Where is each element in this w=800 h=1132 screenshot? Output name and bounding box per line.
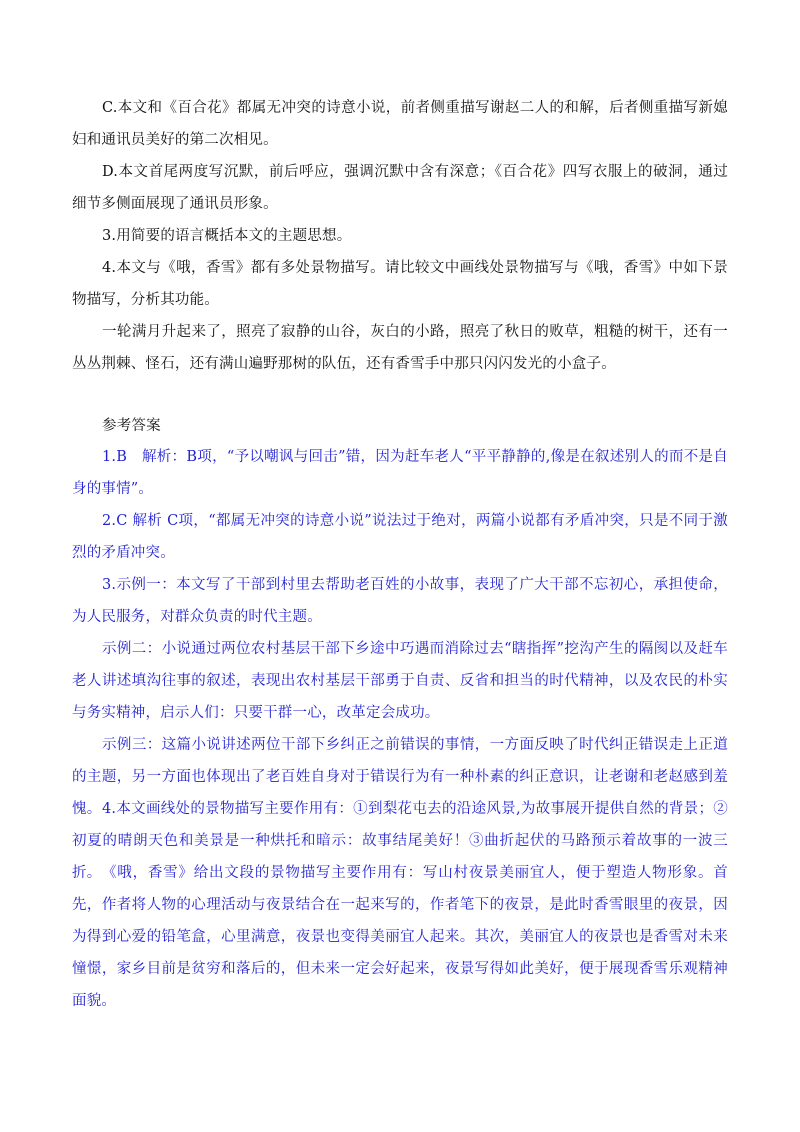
answer-4-part-1: 4.本文画线处的景物描写主要作用有：①到梨花屯去的沿途风景,为故事展开提供自然的背景；②初夏的晴朗天色和美景是一种烘托和暗示：故事结尾美好！③曲折起伏的马路预示着故事的一波三折。 bbox=[72, 801, 728, 881]
answer-3-example-1: 3.示例一：本文写了干部到村里去帮助老百姓的小故事，表现了广大干部不忘初心，承担使命，为人民服务，对群众负责的时代主题。 bbox=[72, 577, 728, 625]
question-4: 4.本文与《哦，香雪》都有多处景物描写。请比较文中画线处景物描写与《哦，香雪》中如下景物描写，分析其功能。 bbox=[72, 260, 728, 308]
question-3: 3.用简要的语言概括本文的主题思想。 bbox=[102, 228, 352, 244]
answers-heading: 参考答案 bbox=[102, 418, 161, 434]
answer-2: 2.C 解析 C项，“都属无冲突的诗意小说”说法过于绝对，两篇小说都有矛盾冲突，只是不同于激烈的矛盾冲突。 bbox=[72, 513, 728, 561]
answer-4-part-2: 《哦，香雪》给出文段的景物描写主要作用有：写山村夜景美丽宜人，便于塑造人物形象。首先，作者将人物的心理活动与夜景结合在一起来写的，作者笔下的夜景，是此时香雪眼里的夜景，因为得到心爱的铅笔盒，心里满意，夜景也变得美丽宜人起来。其次，美丽宜人的夜景也是香雪对未来憧憬，家乡目前是贫穷和落后的，但未来一定会好起来，夜景写得如此美好，便于展现香雪乐观精神面貌。 bbox=[72, 865, 728, 1009]
option-c-paragraph: C.本文和《百合花》都属无冲突的诗意小说，前者侧重描写谢赵二人的和解，后者侧重描写新媳妇和通讯员美好的第二次相见。 bbox=[72, 100, 728, 148]
excerpt-paragraph: 一轮满月升起来了，照亮了寂静的山谷，灰白的小路，照亮了秋日的败草，粗糙的树干，还有一丛丛荆棘、怪石，还有满山遍野那树的队伍，还有香雪手中那只闪闪发光的小盒子。 bbox=[72, 324, 728, 372]
option-d-paragraph: D.本文首尾两度写沉默，前后呼应，强调沉默中含有深意；《百合花》四写衣服上的破洞，通过细节多侧面展现了通讯员形象。 bbox=[72, 164, 728, 212]
answer-3-example-3: 示例三：这篇小说讲述两位干部下乡纠正之前错误的事情，一方面反映了时代纠正错误走上正道的主题，另一方面也体现出了老百姓自身对于错误行为有一种朴素的纠正意识，让老谢和老赵感到羞愧。 bbox=[72, 737, 728, 817]
answer-1: 1.B 解析：B项，“予以嘲讽与回击”错，因为赶车老人“平平静静的,像是在叙述别人的而不是自身的事情”。 bbox=[72, 449, 728, 497]
answer-3-example-2: 示例二：小说通过两位农村基层干部下乡途中巧遇而消除过去“瞎指挥”挖沟产生的隔阂以及赶车老人讲述填沟往事的叙述，表现出农村基层干部勇于自责、反省和担当的时代精神，以及农民的朴实与务实精神，启示人们：只要干群一心，改革定会成功。 bbox=[72, 641, 728, 721]
